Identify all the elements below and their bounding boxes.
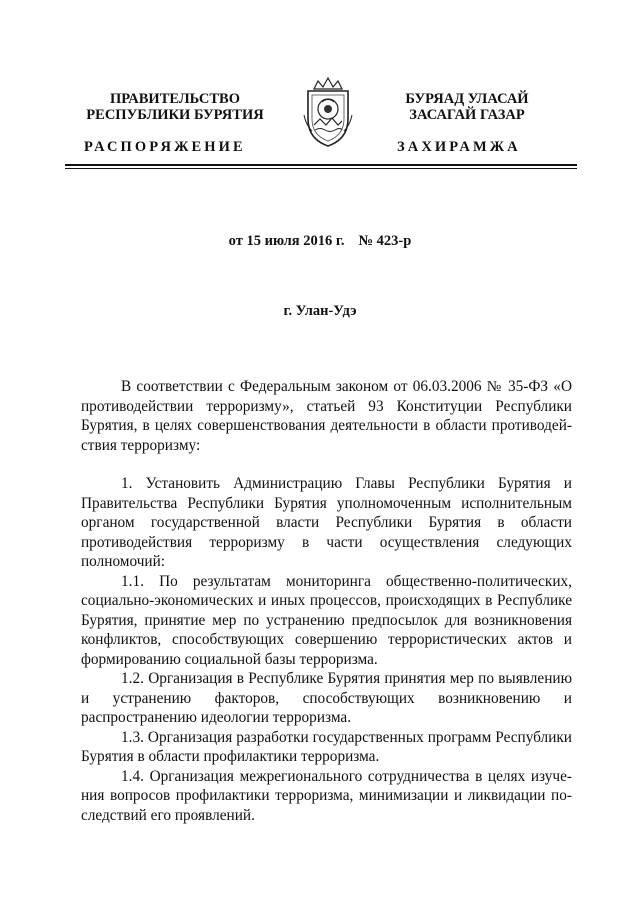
doctype-right: ЗАХИРАМЖА — [397, 139, 521, 155]
document-date: от 15 июля 2016 г. — [228, 233, 345, 249]
header-right-line1: БУРЯАД УЛАСАЙ — [405, 91, 529, 107]
header-right — [362, 91, 572, 123]
coat-of-arms-emblem — [300, 75, 356, 149]
document-date-number — [0, 233, 640, 250]
paragraph-item-1-1: 1.1. По результатам мониторинга общественно-политических, социально-экономических и иных процессов, происходящих в Республике Бурятия, принятие мер по устранению предпосылок для возникновения конфликтов, способствующих совершению террористических актов и формированию социальной базы терроризма. — [81, 572, 572, 668]
header-divider-thin — [65, 168, 577, 169]
document-body — [81, 377, 572, 825]
paragraph-item-1-2: 1.2. Организация в Республике Бурятия принятия мер по выявлению и устранению факторов, способствующих возникновению и распространению идеологии терроризма. — [81, 670, 572, 726]
header-left-line1: ПРАВИТЕЛЬСТВО — [110, 91, 240, 107]
paragraph-item-1-4: 1.4. Организация межрегионального сотрудничества в целях изучения вопросов профилактики терроризма, минимизации и ликвидации последствий его проявлений. — [81, 767, 572, 824]
header-left — [70, 91, 280, 123]
paragraph-item-1-3: 1.3. Организация разработки государственных программ Республики Бурятия в области профилактики терроризма. — [81, 728, 572, 765]
header-right-line2: ЗАСАГАЙ ГАЗАР — [409, 107, 525, 123]
paragraph-item-1: 1. Установить Администрацию Главы Республики Бурятия и Правительства Республики Бурятия уполномоченным исполнительным органом государственной власти Республики Бурятия в области противодействия терроризму в части осуществления следующих полномочий: — [81, 475, 572, 570]
header-left-line2: РЕСПУБЛИКИ БУРЯТИЯ — [86, 107, 264, 123]
header-divider-thick — [65, 164, 577, 166]
paragraph-intro: В соответствии с Федеральным законом от 06.03.2006 № 35-ФЗ «О противодействии терроризму», статьей 93 Конституции Республики Бурятия, в целях совершенствования деятельности в области противодействия терроризму: — [81, 378, 572, 454]
document-city: г. Улан-Удэ — [283, 303, 357, 319]
doctype-left: РАСПОРЯЖЕНИЕ — [84, 139, 246, 155]
document-number: № 423-р — [358, 233, 412, 249]
